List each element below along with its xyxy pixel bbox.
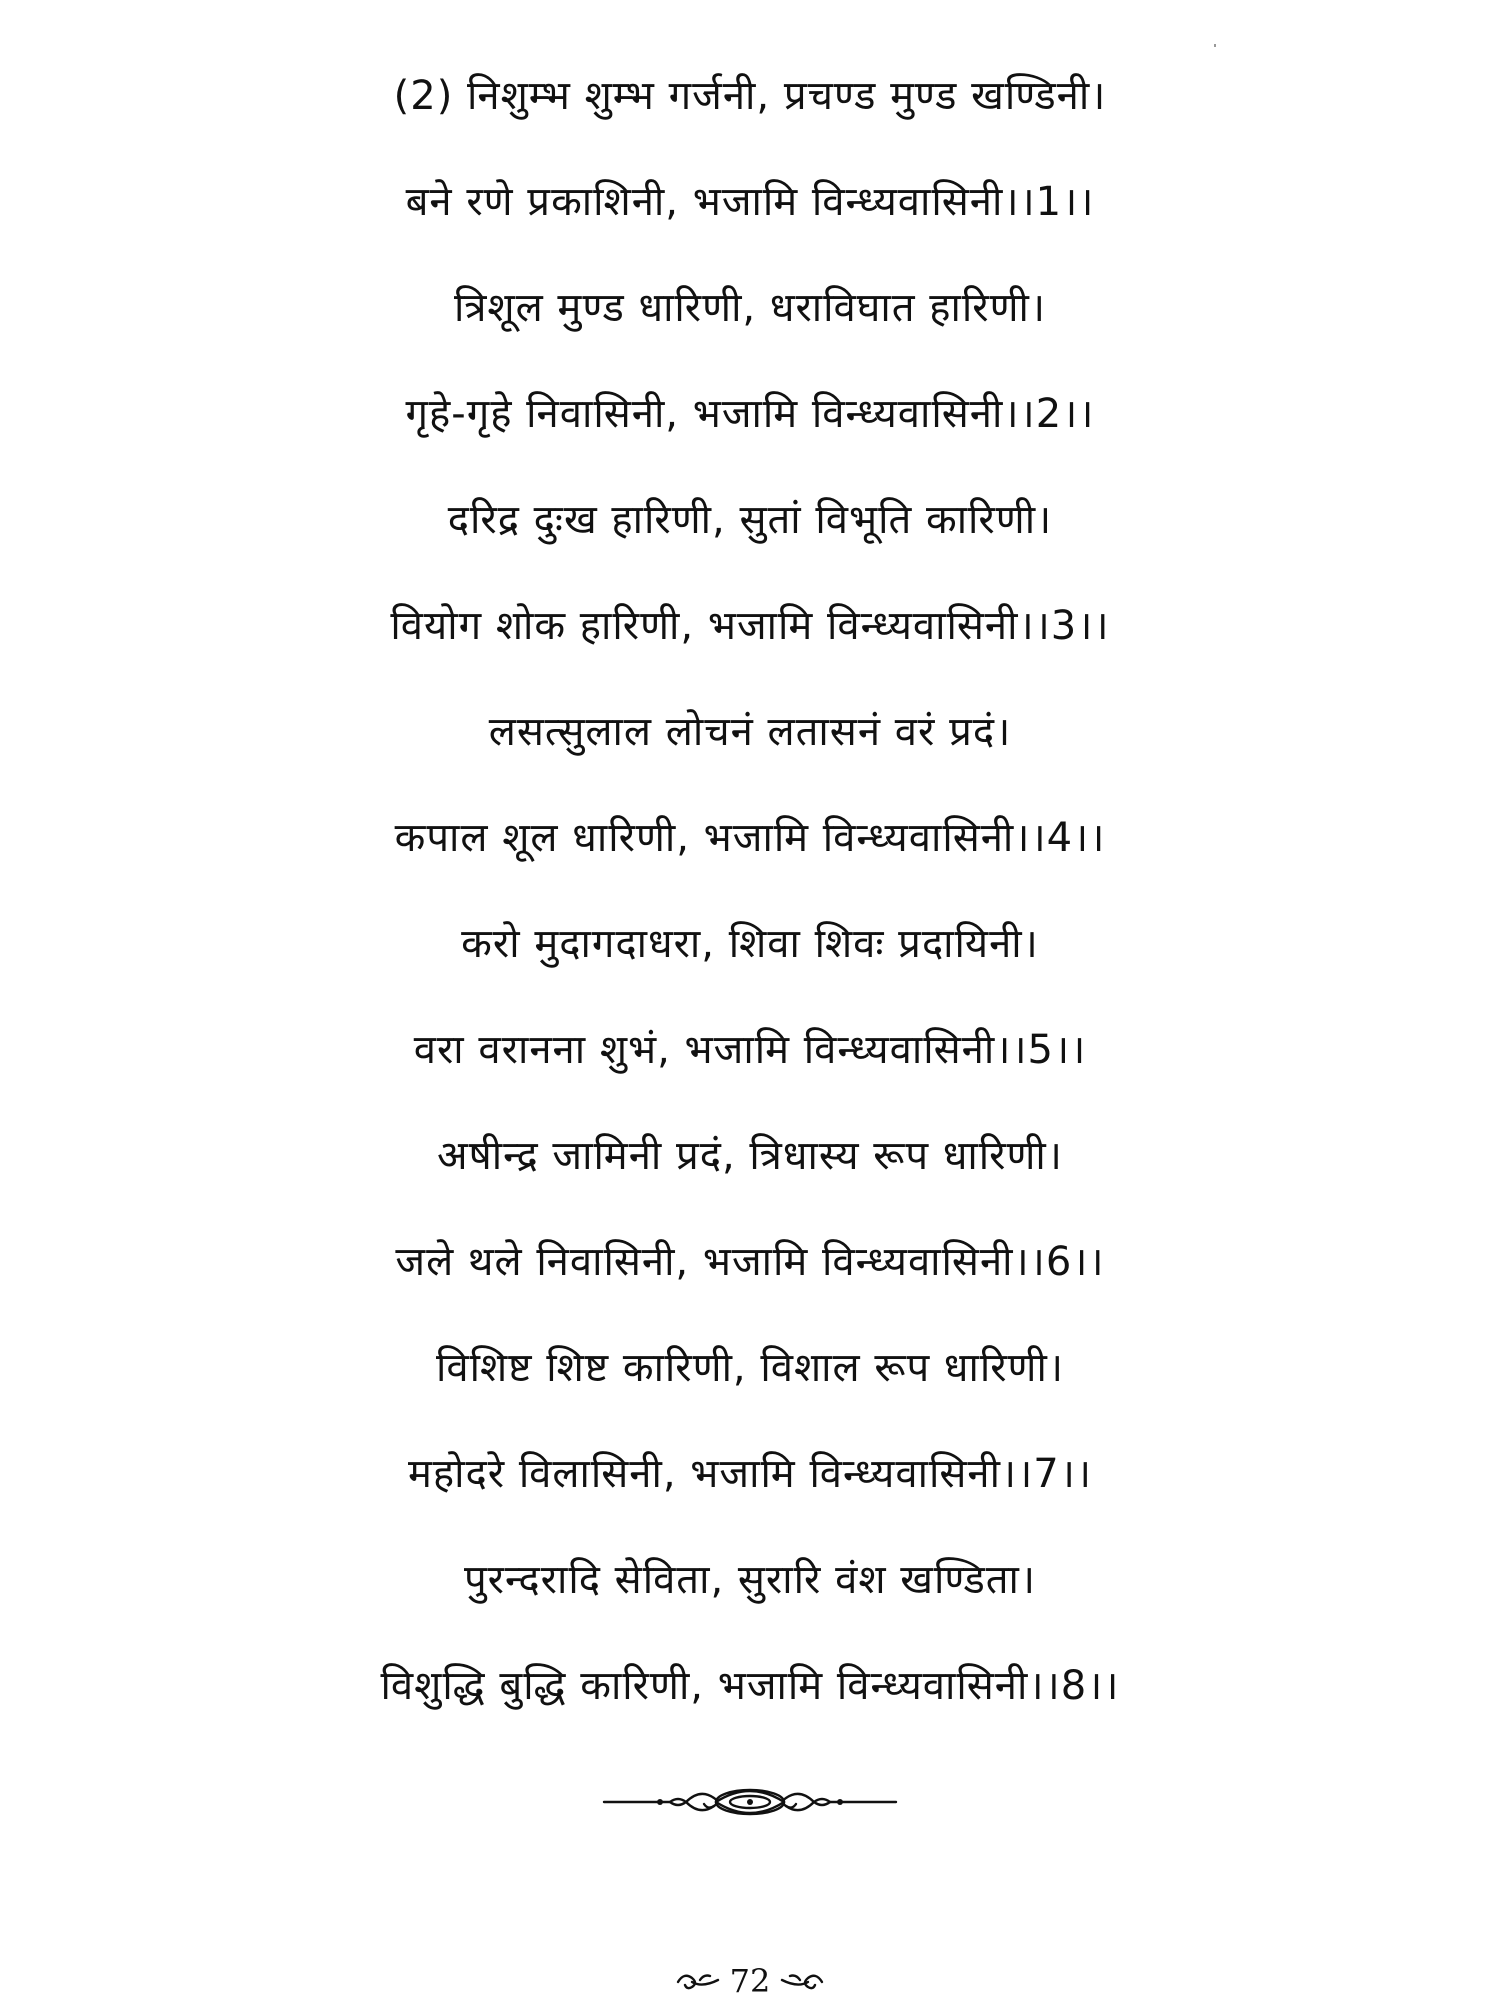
verse-line-2: बने रणे प्रकाशिनी, भजामि विन्ध्यवासिनी।।1।।: [405, 179, 1095, 225]
verse-line-11: अषीन्द्र जामिनी प्रदं, त्रिधास्य रूप धारिणी।: [437, 1133, 1063, 1179]
ornamental-divider-icon: [600, 1784, 900, 1820]
scan-speck: [1214, 44, 1216, 47]
verse-line-5: दरिद्र दुःख हारिणी, सुतां विभूति कारिणी।: [447, 497, 1053, 543]
verse-line-6: वियोग शोक हारिणी, भजामि विन्ध्यवासिनी।।3।।: [390, 603, 1110, 649]
right-flourish-icon: [778, 1970, 826, 1992]
page-footer: [0, 1958, 1500, 2001]
verse-line-9: करो मुदागदाधरा, शिवा शिवः प्रदायिनी।: [461, 921, 1039, 967]
verse-line-4: गृहे-गृहे निवासिनी, भजामि विन्ध्यवासिनी।।2।।: [405, 391, 1095, 437]
verse-line-10: वरा वरानना शुभं, भजामि विन्ध्यवासिनी।।5।।: [413, 1027, 1087, 1073]
verse-line-8: कपाल शूल धारिणी, भजामि विन्ध्यवासिनी।।4।।: [394, 815, 1106, 861]
verse-line-3: त्रिशूल मुण्ड धारिणी, धराविघात हारिणी।: [453, 285, 1047, 331]
verse-line-13: विशिष्ट शिष्ट कारिणी, विशाल रूप धारिणी।: [435, 1345, 1064, 1391]
verse-line-14: महोदरे विलासिनी, भजामि विन्ध्यवासिनी।।7।।: [407, 1451, 1093, 1497]
left-flourish-icon: [674, 1970, 722, 1992]
verse-line-7: लसत्सुलाल लोचनं लतासनं वरं प्रदं।: [488, 709, 1012, 755]
verse-line-12: जले थले निवासिनी, भजामि विन्ध्यवासिनी।।6।।: [395, 1239, 1105, 1285]
page-number: 72: [729, 1961, 771, 2000]
verse-line-1: (2) निशुम्भ शुम्भ गर्जनी, प्रचण्ड मुण्ड खण्डिनी।: [393, 73, 1107, 119]
verse-line-15: पुरन्दरादि सेविता, सुरारि वंश खण्डिता।: [463, 1557, 1037, 1603]
verse-line-16: विशुद्धि बुद्धि कारिणी, भजामि विन्ध्यवासिनी।।8।।: [380, 1663, 1120, 1709]
